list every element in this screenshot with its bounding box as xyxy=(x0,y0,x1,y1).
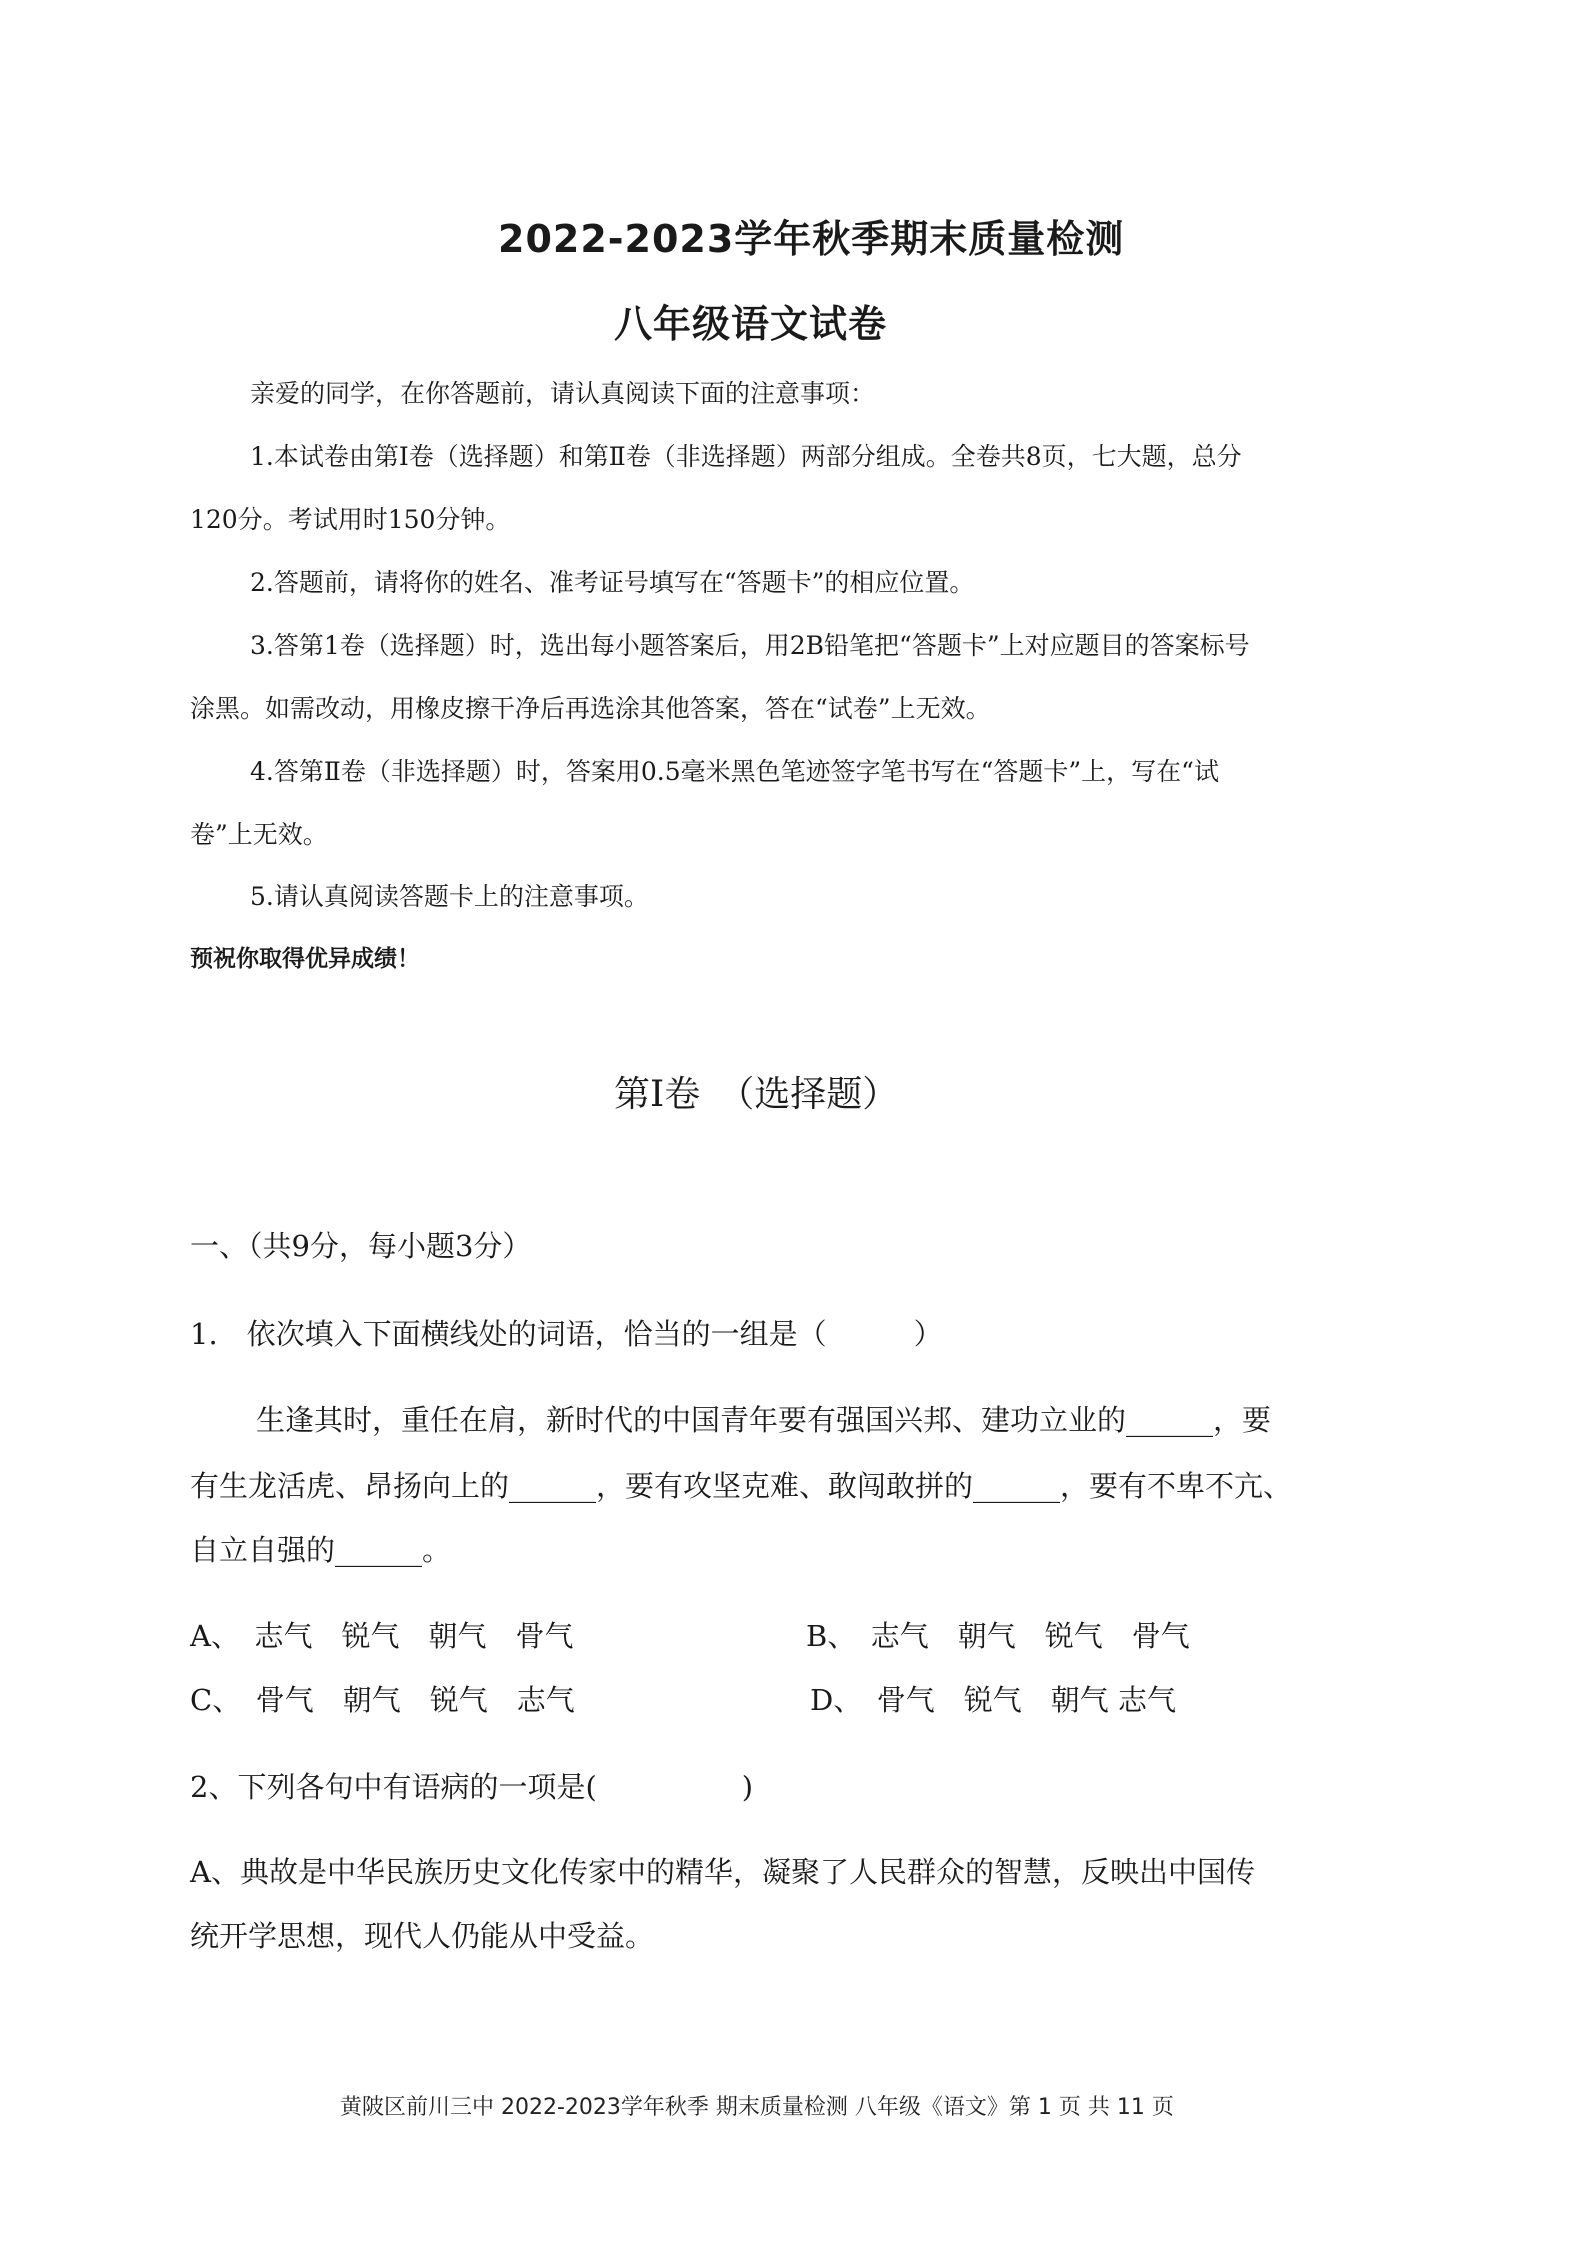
section-title: 第Ⅰ卷 （选择题） xyxy=(614,1074,899,1115)
option-a-cont: 统开学思想，现代人仍能从中受益。 xyxy=(190,1919,655,1953)
option-c: C、 骨气 朝气 锐气 志气 xyxy=(190,1683,575,1717)
notes-item-1: 1.本试卷由第Ⅰ卷（选择题）和第Ⅱ卷（非选择题）两部分组成。全卷共8页，七大题，总分 xyxy=(250,442,1242,471)
notes-item-2: 2.答题前，请将你的姓名、准考证号填写在“答题卡”的相应位置。 xyxy=(250,568,975,597)
page-footer: 黄陂区前川三中 2022-2023学年秋季 期末质量检测 八年级《语文》第 1 页 共 11 页 xyxy=(340,2095,1174,2120)
notes-item-3-cont: 涂黑。如需改动，用橡皮擦干净后再选涂其他答案，答在“试卷”上无效。 xyxy=(190,694,991,723)
passage-line: 有生龙活虎、昂扬向上的______，要有攻坚克难、敢闯敢拼的______，要有不卑不亢、 xyxy=(190,1469,1293,1503)
notes-item-1-cont: 120分。考试用时150分钟。 xyxy=(190,505,511,534)
passage-line: 自立自强的______。 xyxy=(190,1533,452,1567)
option-d: D、 骨气 锐气 朝气 志气 xyxy=(810,1683,1176,1717)
notes-wish: 预祝你取得优异成绩！ xyxy=(190,945,420,972)
option-a: A、 志气 锐气 朝气 骨气 xyxy=(190,1619,574,1653)
notes-item-4: 4.答第Ⅱ卷（非选择题）时，答案用0.5毫米黑色笔迹签字笔书写在“答题卡”上，写在“试 xyxy=(250,757,1219,786)
question-stem: 1. 依次填入下面横线处的词语，恰当的一组是（ ） xyxy=(190,1317,943,1351)
option-b: B、 志气 朝气 锐气 骨气 xyxy=(806,1619,1190,1653)
notes-item-5: 5.请认真阅读答题卡上的注意事项。 xyxy=(250,882,649,911)
question-stem: 2、下列各句中有语病的一项是( ) xyxy=(190,1770,754,1804)
notes-item-3: 3.答第1卷（选择题）时，选出每小题答案后，用2B铅笔把“答题卡”上对应题目的答案标号 xyxy=(250,631,1250,660)
notes-item-4-cont: 卷”上无效。 xyxy=(190,820,328,849)
option-a: A、典故是中华民族历史文化传家中的精华，凝聚了人民群众的智慧，反映出中国传 xyxy=(190,1855,1255,1889)
notes-intro: 亲爱的同学，在你答题前，请认真阅读下面的注意事项： xyxy=(250,379,876,408)
exam-subtitle: 八年级语文试卷 xyxy=(614,302,888,346)
part-heading: 一、（共9分，每小题3分） xyxy=(190,1229,532,1263)
exam-title: 2022-2023学年秋季期末质量检测 xyxy=(498,217,1125,261)
passage-line: 生逢其时，重任在肩，新时代的中国青年要有强国兴邦、建功立业的______，要 xyxy=(256,1403,1272,1437)
